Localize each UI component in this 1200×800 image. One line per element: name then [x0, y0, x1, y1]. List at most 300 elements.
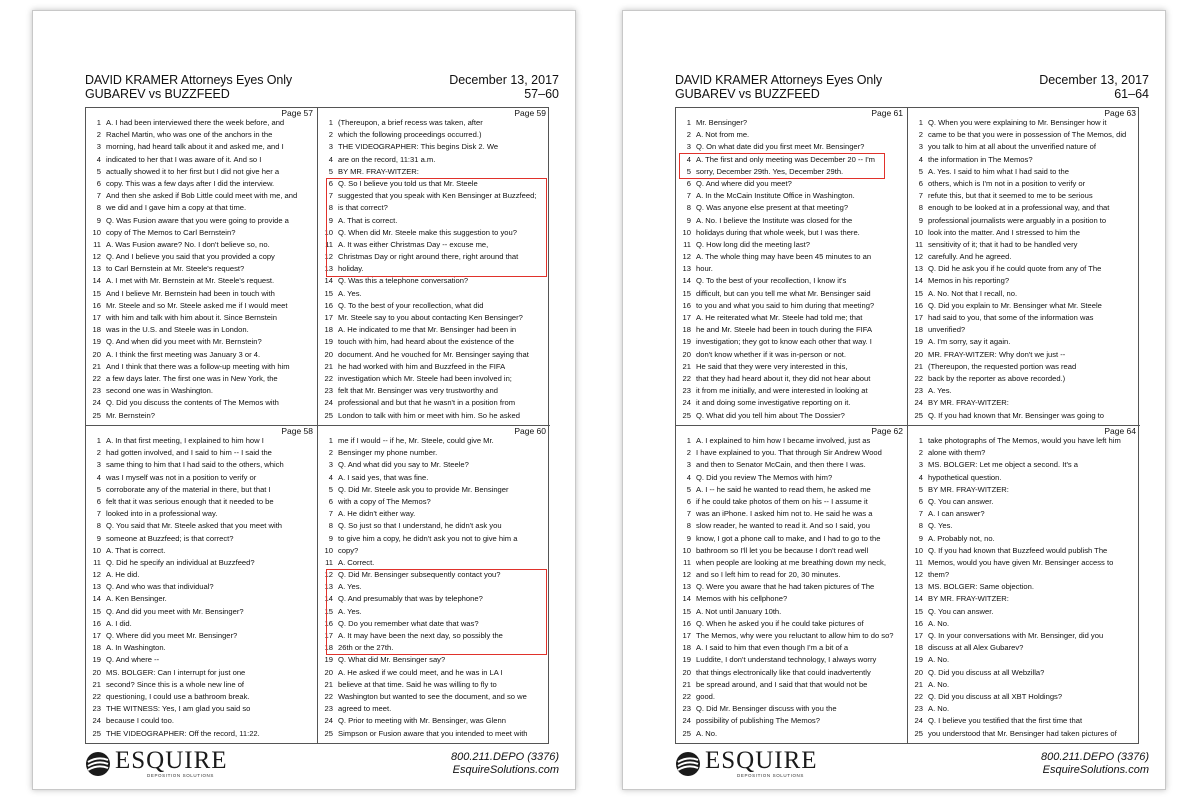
transcript-line	[908, 667, 1140, 679]
line-number: 16	[324, 618, 333, 628]
quad-page-number: Page 61	[871, 108, 903, 118]
esquire-logo	[675, 749, 845, 781]
line-text: he had worked with him and Buzzfeed in the FIFA	[338, 361, 506, 371]
transcript-line	[908, 728, 1140, 740]
line-number: 4	[328, 472, 333, 482]
case-title: GUBAREV vs BUZZFEED	[675, 87, 820, 101]
line-text: had said to you, that some of the information was	[928, 313, 1094, 322]
transcript-line	[86, 447, 317, 459]
line-number: 18	[324, 325, 333, 335]
line-text: take photographs of The Memos, would you have left him	[928, 436, 1121, 445]
transcript-line	[908, 593, 1140, 605]
line-number: 15	[92, 288, 101, 298]
line-number: 11	[683, 557, 691, 567]
line-text: believe at that time. Said he was willing to fly to	[338, 679, 497, 689]
line-number: 11	[915, 557, 923, 567]
line-text: A. No.	[928, 704, 950, 714]
line-text: Q. If you had known that Buzzfeed would publish The	[928, 545, 1108, 555]
transcript-line	[86, 691, 317, 703]
quad-page-number: Page 57	[281, 108, 313, 118]
line-text: Memos in his reporting?	[928, 276, 1010, 286]
line-text: A. The first and only meeting was December 20 -- I'm	[696, 154, 875, 164]
line-text: look into the matter. And I stressed to him the	[928, 227, 1080, 237]
transcript-line	[908, 178, 1140, 190]
line-text: enough to be looked at in a professional way, and that	[928, 203, 1110, 213]
transcript-line	[676, 190, 907, 202]
line-number: 1	[918, 118, 923, 127]
line-text: copy?	[338, 545, 359, 555]
transcript-line	[676, 606, 907, 618]
brand-subtitle: DEPOSITION SOLUTIONS	[147, 773, 215, 778]
line-text: you understood that Mr. Bensinger had taken pictures of	[928, 728, 1117, 738]
line-text: Memos with his cellphone?	[696, 594, 788, 604]
line-number: 23	[92, 386, 101, 396]
transcript-line	[86, 496, 317, 508]
transcript-line	[676, 178, 907, 190]
contact-info	[1041, 751, 1149, 777]
transcript-grid	[675, 107, 1139, 744]
line-number: 22	[914, 691, 923, 701]
transcript-line	[676, 557, 907, 569]
line-number: 1	[686, 118, 691, 127]
line-number: 11	[93, 239, 101, 249]
transcript-line	[908, 459, 1140, 471]
transcript-line	[676, 141, 907, 153]
transcript-line	[908, 715, 1140, 727]
line-text: BY MR. FRAY-WITZER:	[338, 166, 419, 176]
line-text: Q. In your conversations with Mr. Bensinger, did you	[928, 631, 1104, 640]
transcript-line	[676, 202, 907, 214]
line-number: 20	[914, 667, 923, 677]
transcript-line	[676, 496, 907, 508]
line-number: 15	[914, 288, 923, 298]
transcript-line	[318, 728, 550, 740]
line-number: 12	[324, 252, 333, 262]
line-number: 14	[914, 594, 923, 604]
line-text: because I could too.	[106, 716, 174, 726]
transcript-line	[908, 397, 1140, 409]
line-text: the information in The Memos?	[928, 154, 1033, 164]
line-text: investigation which Mr. Steele had been involved in;	[338, 373, 512, 383]
line-text: touch with him, had heard about the existence of the	[338, 337, 515, 347]
line-number: 14	[324, 276, 333, 286]
line-text: A. The whole thing may have been 45 minutes to an	[696, 252, 872, 262]
line-text: back by the reporter as above recorded.)	[928, 373, 1066, 383]
line-number: 16	[92, 618, 101, 628]
transcript-line	[86, 654, 317, 666]
transcript-line	[86, 533, 317, 545]
line-number: 22	[682, 691, 691, 701]
line-text: which the following proceedings occurred.)	[338, 130, 482, 140]
line-text: discuss at all Alex Gubarev?	[928, 643, 1024, 653]
line-text: possibility of publishing The Memos?	[696, 716, 820, 726]
line-number: 1	[686, 436, 691, 445]
line-number: 22	[324, 373, 333, 383]
transcript-line	[86, 385, 317, 397]
line-text: me if I would -- if he, Mr. Steele, could give Mr.	[338, 436, 494, 445]
brand-name: ESQUIRE	[705, 747, 818, 774]
line-number: 18	[324, 643, 333, 653]
transcript-line	[86, 227, 317, 239]
line-text: I have explained to you. That through Sir Andrew Wood	[696, 448, 882, 458]
transcript-line	[318, 288, 550, 300]
line-number: 11	[915, 239, 923, 249]
line-number: 16	[682, 618, 691, 628]
transcript-line	[86, 472, 317, 484]
transcript-line	[908, 336, 1140, 348]
line-text: A. Yes.	[338, 582, 362, 592]
line-number: 3	[686, 460, 691, 470]
transcript-line	[86, 251, 317, 263]
line-number: 6	[918, 496, 923, 506]
line-number: 4	[96, 472, 101, 482]
line-number: 25	[324, 728, 333, 738]
line-text: A. I -- he said he wanted to read them, he asked me	[696, 484, 871, 494]
line-text: Q. Prior to meeting with Mr. Bensinger, was Glenn	[338, 716, 506, 726]
transcript-line	[908, 141, 1140, 153]
line-number: 7	[918, 509, 923, 519]
transcript-line	[676, 472, 907, 484]
transcript-line	[676, 581, 907, 593]
transcript-line	[908, 361, 1140, 373]
transcript-line	[908, 154, 1140, 166]
line-number: 15	[92, 606, 101, 616]
transcript-line	[676, 227, 907, 239]
line-text: alone with them?	[928, 448, 986, 458]
line-number: 4	[686, 472, 691, 482]
line-number: 17	[682, 631, 691, 640]
line-number: 12	[682, 570, 691, 580]
line-number: 19	[914, 337, 923, 347]
transcript-line	[908, 435, 1140, 447]
line-number: 1	[328, 118, 333, 127]
contact-info	[451, 751, 559, 777]
line-text: Q. And who was that individual?	[106, 582, 214, 592]
line-text: was I myself was not in a position to verify or	[106, 472, 257, 482]
line-text: Q. You can answer.	[928, 606, 994, 616]
line-number: 17	[914, 631, 923, 640]
line-number: 23	[92, 704, 101, 714]
line-number: 2	[686, 130, 691, 140]
line-number: 10	[324, 545, 333, 555]
line-number: 17	[324, 631, 333, 640]
transcript-line	[676, 410, 907, 422]
line-text: A. I think the first meeting was January 3 or 4.	[106, 349, 261, 359]
line-text: if he could take photos of them on his -- I assume it	[696, 496, 868, 506]
line-text: A. I did.	[106, 618, 132, 628]
line-text: Simpson or Fusion aware that you intended to meet with	[338, 728, 528, 738]
line-number: 22	[92, 373, 101, 383]
transcript-line	[676, 459, 907, 471]
transcript-line	[86, 569, 317, 581]
line-text: Q. To the best of your recollection, what did	[338, 300, 484, 310]
line-text: A. I said yes, that was fine.	[338, 472, 429, 482]
line-number: 24	[682, 716, 691, 726]
transcript-line	[86, 190, 317, 202]
transcript-line	[676, 349, 907, 361]
transcript-page-57-60	[32, 10, 576, 790]
transcript-line	[908, 263, 1140, 275]
line-text: Q. Was anyone else present at that meeting?	[696, 203, 849, 213]
transcript-line	[318, 373, 550, 385]
line-number: 23	[682, 386, 691, 396]
line-number: 19	[682, 337, 691, 347]
line-text: was in the U.S. and Steele was in London.	[106, 325, 249, 335]
line-text: Luddite, I don't understand technology, I always worry	[696, 655, 877, 665]
line-number: 4	[686, 154, 691, 164]
line-text: MR. FRAY-WITZER: Why don't we just --	[928, 349, 1066, 359]
line-text: MS. BOLGER: Let me object a second. It's a	[928, 460, 1079, 470]
line-text: Q. Did he specify an individual at Buzzfeed?	[106, 557, 255, 567]
line-text: A. Not until January 10th.	[696, 606, 782, 616]
transcript-line	[86, 630, 317, 642]
transcript-line	[908, 520, 1140, 532]
line-text: Q. And where did you meet?	[696, 178, 792, 188]
line-text: Mr. Steele say to you about contacting Ken Bensinger?	[338, 313, 523, 322]
transcript-line	[86, 154, 317, 166]
line-text: Mr. Bensinger?	[696, 118, 748, 127]
line-number: 13	[324, 264, 333, 274]
line-number: 18	[914, 643, 923, 653]
line-number: 7	[686, 509, 691, 519]
transcript-line	[676, 642, 907, 654]
line-text: Q. And presumably that was by telephone?	[338, 594, 483, 604]
transcript-quad	[318, 108, 550, 426]
line-text: Mr. Bernstein?	[106, 410, 155, 420]
line-number: 9	[96, 533, 101, 543]
line-number: 21	[682, 679, 691, 689]
line-text: A. No.	[928, 679, 950, 689]
line-number: 6	[96, 178, 101, 188]
line-text: Washington but wanted to see the document, and so we	[338, 691, 527, 701]
transcript-line	[908, 166, 1140, 178]
line-number: 12	[682, 252, 691, 262]
line-number: 15	[324, 606, 333, 616]
line-number: 7	[686, 191, 691, 201]
line-text: a few days later. The first one was in New York, the	[106, 373, 278, 383]
line-number: 14	[324, 594, 333, 604]
line-text: slow reader, he wanted to read it. And so I said, you	[696, 521, 870, 531]
transcript-line	[318, 715, 550, 727]
transcript-line	[908, 654, 1140, 666]
line-number: 21	[914, 679, 923, 689]
line-text: (Thereupon, the requested portion was read	[928, 361, 1077, 371]
line-text: Q. I believe you testified that the first time that	[928, 716, 1083, 726]
highlight-box	[326, 569, 547, 655]
transcript-line	[86, 324, 317, 336]
line-number: 10	[914, 545, 923, 555]
line-text: Q. You said that Mr. Steele asked that you meet with	[106, 521, 283, 531]
quad-page-number: Page 58	[281, 426, 313, 436]
line-number: 5	[328, 484, 333, 494]
line-text: Q. If you had known that Mr. Bensinger was going to	[928, 410, 1105, 420]
transcript-line	[908, 129, 1140, 141]
line-number: 2	[328, 130, 333, 140]
line-text: sensitivity of it; that it had to be handled very	[928, 239, 1078, 249]
transcript-line	[676, 447, 907, 459]
line-text: BY MR. FRAY-WITZER:	[928, 398, 1009, 408]
highlight-box	[679, 153, 885, 179]
line-text: A. Not from me.	[696, 130, 750, 140]
line-text: came to be that you were in possession of The Memos, did	[928, 130, 1127, 140]
line-number: 21	[324, 679, 333, 689]
transcript-line	[318, 129, 550, 141]
line-number: 14	[914, 276, 923, 286]
transcript-page-61-64	[622, 10, 1166, 790]
transcript-line	[86, 178, 317, 190]
line-text: holidays during that whole week, but I was there.	[696, 227, 860, 237]
line-text: MS. BOLGER: Can I interrupt for just one	[106, 667, 246, 677]
transcript-line	[86, 373, 317, 385]
transcript-quad	[908, 426, 1140, 744]
line-number: 25	[92, 728, 101, 738]
transcript-line	[676, 593, 907, 605]
line-text: Q. Yes.	[928, 521, 953, 531]
line-number: 12	[92, 252, 101, 262]
transcript-line	[908, 117, 1140, 129]
deposition-date: December 13, 2017	[449, 73, 559, 87]
transcript-line	[86, 336, 317, 348]
line-number: 16	[914, 300, 923, 310]
line-text: morning, had heard talk about it and asked me, and I	[106, 142, 284, 152]
line-text: you talk to him at all about the unverified nature of	[928, 142, 1097, 152]
line-text: A. That is correct.	[338, 215, 398, 225]
line-number: 3	[96, 142, 101, 152]
line-number: 23	[914, 386, 923, 396]
line-number: 6	[686, 496, 691, 506]
transcript-line	[676, 654, 907, 666]
transcript-line	[86, 349, 317, 361]
transcript-line	[676, 728, 907, 740]
line-text: A. Yes.	[928, 386, 952, 396]
transcript-line	[908, 472, 1140, 484]
line-number: 21	[324, 361, 333, 371]
transcript-line	[86, 728, 317, 740]
line-text: A. I had been interviewed there the week before, and	[106, 118, 285, 127]
line-number: 3	[918, 460, 923, 470]
line-text: to give him a copy, he didn't ask you not to give him a	[338, 533, 518, 543]
line-text: Q. So I believe you told us that Mr. Steele	[338, 178, 478, 188]
deposition-date: December 13, 2017	[1039, 73, 1149, 87]
line-number: 22	[914, 373, 923, 383]
website: EsquireSolutions.com	[452, 764, 559, 776]
line-number: 8	[96, 203, 101, 213]
line-text: corroborate any of the material in there, but that I	[106, 484, 271, 494]
line-number: 5	[686, 166, 691, 176]
line-number: 4	[96, 154, 101, 164]
transcript-line	[908, 349, 1140, 361]
line-text: refute this, but that it seemed to me to be serious	[928, 191, 1093, 201]
line-text: Q. And when did you meet with Mr. Bernstein?	[106, 337, 262, 347]
line-number: 13	[92, 582, 101, 592]
page-footer	[675, 747, 1149, 783]
line-number: 9	[918, 533, 923, 543]
transcript-line	[676, 263, 907, 275]
line-number: 24	[92, 716, 101, 726]
line-number: 15	[682, 288, 691, 298]
line-text: looked into in a professional way.	[106, 509, 218, 519]
line-number: 7	[328, 191, 333, 201]
transcript-line	[676, 373, 907, 385]
transcript-line	[86, 312, 317, 324]
line-number: 9	[686, 533, 691, 543]
transcript-line	[86, 484, 317, 496]
line-number: 20	[682, 667, 691, 677]
transcript-line	[318, 349, 550, 361]
line-text: Q. Did you discuss the contents of The Memos with	[106, 398, 279, 408]
line-text: it and doing some investigative reporting on it.	[696, 398, 851, 408]
line-number: 13	[682, 582, 691, 592]
line-text: Q. When did Mr. Steele make this suggestion to you?	[338, 227, 517, 237]
transcript-line	[86, 545, 317, 557]
transcript-line	[908, 691, 1140, 703]
transcript-line	[908, 300, 1140, 312]
transcript-line	[318, 520, 550, 532]
line-text: he and Mr. Steele had been in touch during the FIFA	[696, 325, 873, 335]
line-number: 8	[686, 203, 691, 213]
line-text: had gotten involved, and I said to him -- I said the	[106, 448, 272, 458]
website: EsquireSolutions.com	[1042, 764, 1149, 776]
line-text: Q. Did you review The Memos with him?	[696, 472, 833, 482]
line-number: 9	[686, 215, 691, 225]
page-header	[85, 73, 559, 107]
line-text: Memos, would you have given Mr. Bensinger access to	[928, 557, 1114, 567]
line-text: A. I met with Mr. Bernstein at Mr. Steele's request.	[106, 276, 275, 286]
line-text: that things electronically like that could inadvertently	[696, 667, 871, 677]
line-number: 14	[92, 594, 101, 604]
transcript-line	[318, 336, 550, 348]
line-text: A. No. Not that I recall, no.	[928, 288, 1018, 298]
esquire-logo	[85, 749, 255, 781]
line-number: 14	[682, 594, 691, 604]
line-number: 14	[682, 276, 691, 286]
transcript-line	[318, 385, 550, 397]
line-number: 8	[918, 521, 923, 531]
line-number: 22	[682, 373, 691, 383]
line-text: Christmas Day or right around there, right around that	[338, 252, 519, 262]
line-text: A. He indicated to me that Mr. Bensinger had been in	[338, 325, 517, 335]
line-text: A. No.	[928, 655, 950, 665]
line-number: 12	[324, 570, 333, 580]
line-number: 19	[682, 655, 691, 665]
transcript-line	[676, 300, 907, 312]
transcript-line	[676, 251, 907, 263]
line-text: A. It may have been the next day, so possibly the	[338, 631, 503, 640]
line-text: Q. What did you tell him about The Dossier?	[696, 410, 845, 420]
line-number: 12	[914, 252, 923, 262]
transcript-line	[908, 581, 1140, 593]
line-number: 10	[914, 227, 923, 237]
line-text: questioning, I could use a bathroom break.	[106, 691, 250, 701]
line-text: investigation; they got to know each other that way. I	[696, 337, 872, 347]
line-text: someone at Buzzfeed; is that correct?	[106, 533, 234, 543]
line-text: A. Correct.	[338, 557, 375, 567]
line-number: 5	[918, 484, 923, 494]
line-text: A. That is correct.	[106, 545, 166, 555]
line-text: second one was in Washington.	[106, 386, 213, 396]
transcript-line	[318, 435, 550, 447]
line-text: is that correct?	[338, 203, 388, 213]
line-text: indicated to her that I was aware of it. And so I	[106, 154, 262, 164]
line-text: that they had heard about it, they did not hear about	[696, 373, 871, 383]
line-number: 23	[324, 386, 333, 396]
line-number: 24	[914, 398, 923, 408]
line-number: 10	[682, 227, 691, 237]
transcript-line	[676, 239, 907, 251]
line-number: 5	[918, 166, 923, 176]
line-number: 21	[92, 679, 101, 689]
transcript-line	[86, 166, 317, 178]
